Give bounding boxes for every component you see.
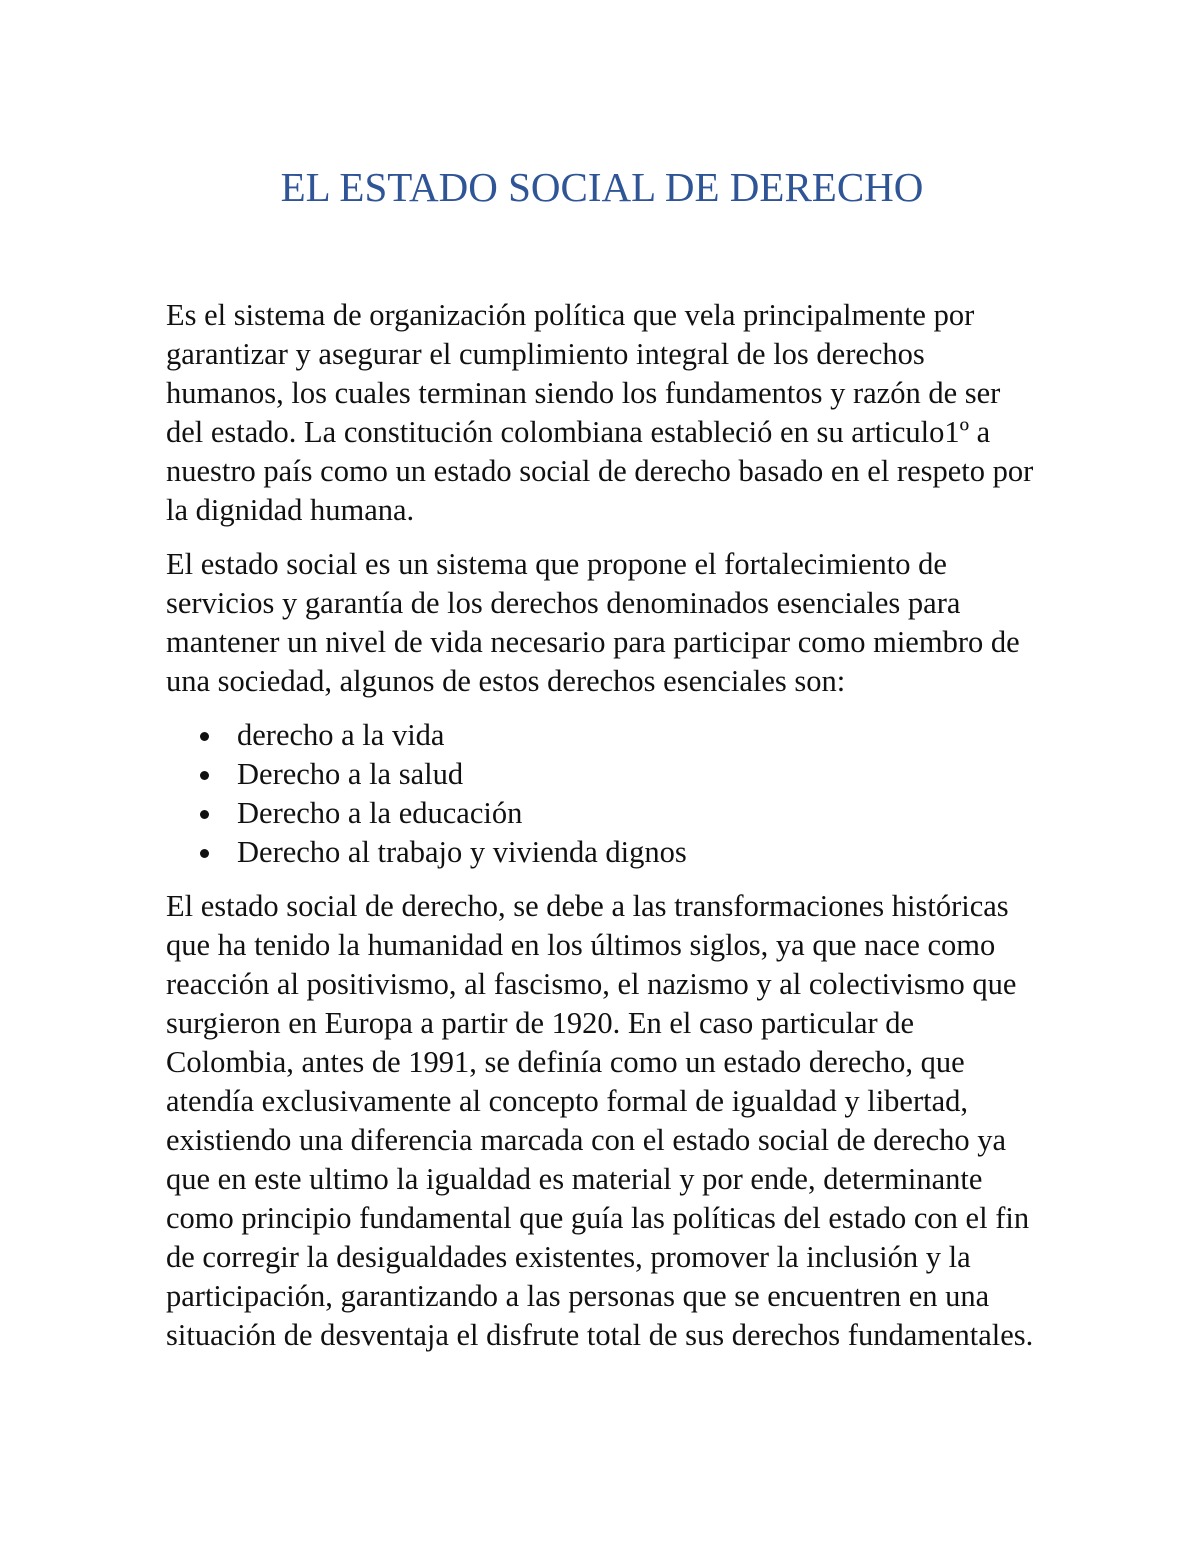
list-item bbox=[166, 755, 1038, 794]
list-item-text: Derecho al trabajo y vivienda dignos bbox=[237, 835, 687, 869]
list-item bbox=[166, 716, 1038, 755]
paragraph-social-state: El estado social es un sistema que propone el fortalecimiento de servicios y garantía de los derechos denominados esenciales para mantener un nivel de vida necesario para participar como miembro de una sociedad, algunos de estos derechos esenciales son: bbox=[166, 547, 1020, 698]
list-item-text: Derecho a la salud bbox=[237, 757, 464, 791]
list-item-text: Derecho a la educación bbox=[237, 796, 523, 830]
list-item bbox=[166, 833, 1038, 872]
list-item-text: derecho a la vida bbox=[237, 718, 445, 752]
bullet-icon bbox=[200, 732, 209, 741]
document-body bbox=[166, 162, 1038, 1370]
bullet-icon bbox=[200, 849, 209, 858]
bullet-icon bbox=[200, 771, 209, 780]
list-item bbox=[166, 794, 1038, 833]
bullet-icon bbox=[200, 810, 209, 819]
paragraph-definition: Es el sistema de organización política que vela principalmente por garantizar y asegurar el cumplimiento integral de los derechos humanos, los cuales terminan siendo los fundamentos y razón de ser del estado. La constitución colombiana estableció en su articulo1º a nuestro país como un estado social de derecho basado en el respeto por la dignidad humana. bbox=[166, 298, 1034, 527]
document-title: EL ESTADO SOCIAL DE DERECHO bbox=[280, 164, 924, 210]
paragraph-history: El estado social de derecho, se debe a las transformaciones históricas que ha tenido la humanidad en los últimos siglos, ya que nace como reacción al positivismo, al fascismo, el nazismo y al colectivismo que surgieron en Europa a partir de 1920. En el caso particular de Colombia, antes de 1991, se definía como un estado derecho, que atendía exclusivamente al concepto formal de igualdad y libertad, existiendo una diferencia marcada con el estado social de derecho ya que en este ultimo la igualdad es material y por ende, determinante como principio fundamental que guía las políticas del estado con el fin de corregir la desigualdades existentes, promover la inclusión y la participación, garantizando a las personas que se encuentren en una situación de desventaja el disfrute total de sus derechos fundamentales. bbox=[166, 889, 1034, 1352]
essential-rights-list bbox=[166, 716, 1038, 872]
